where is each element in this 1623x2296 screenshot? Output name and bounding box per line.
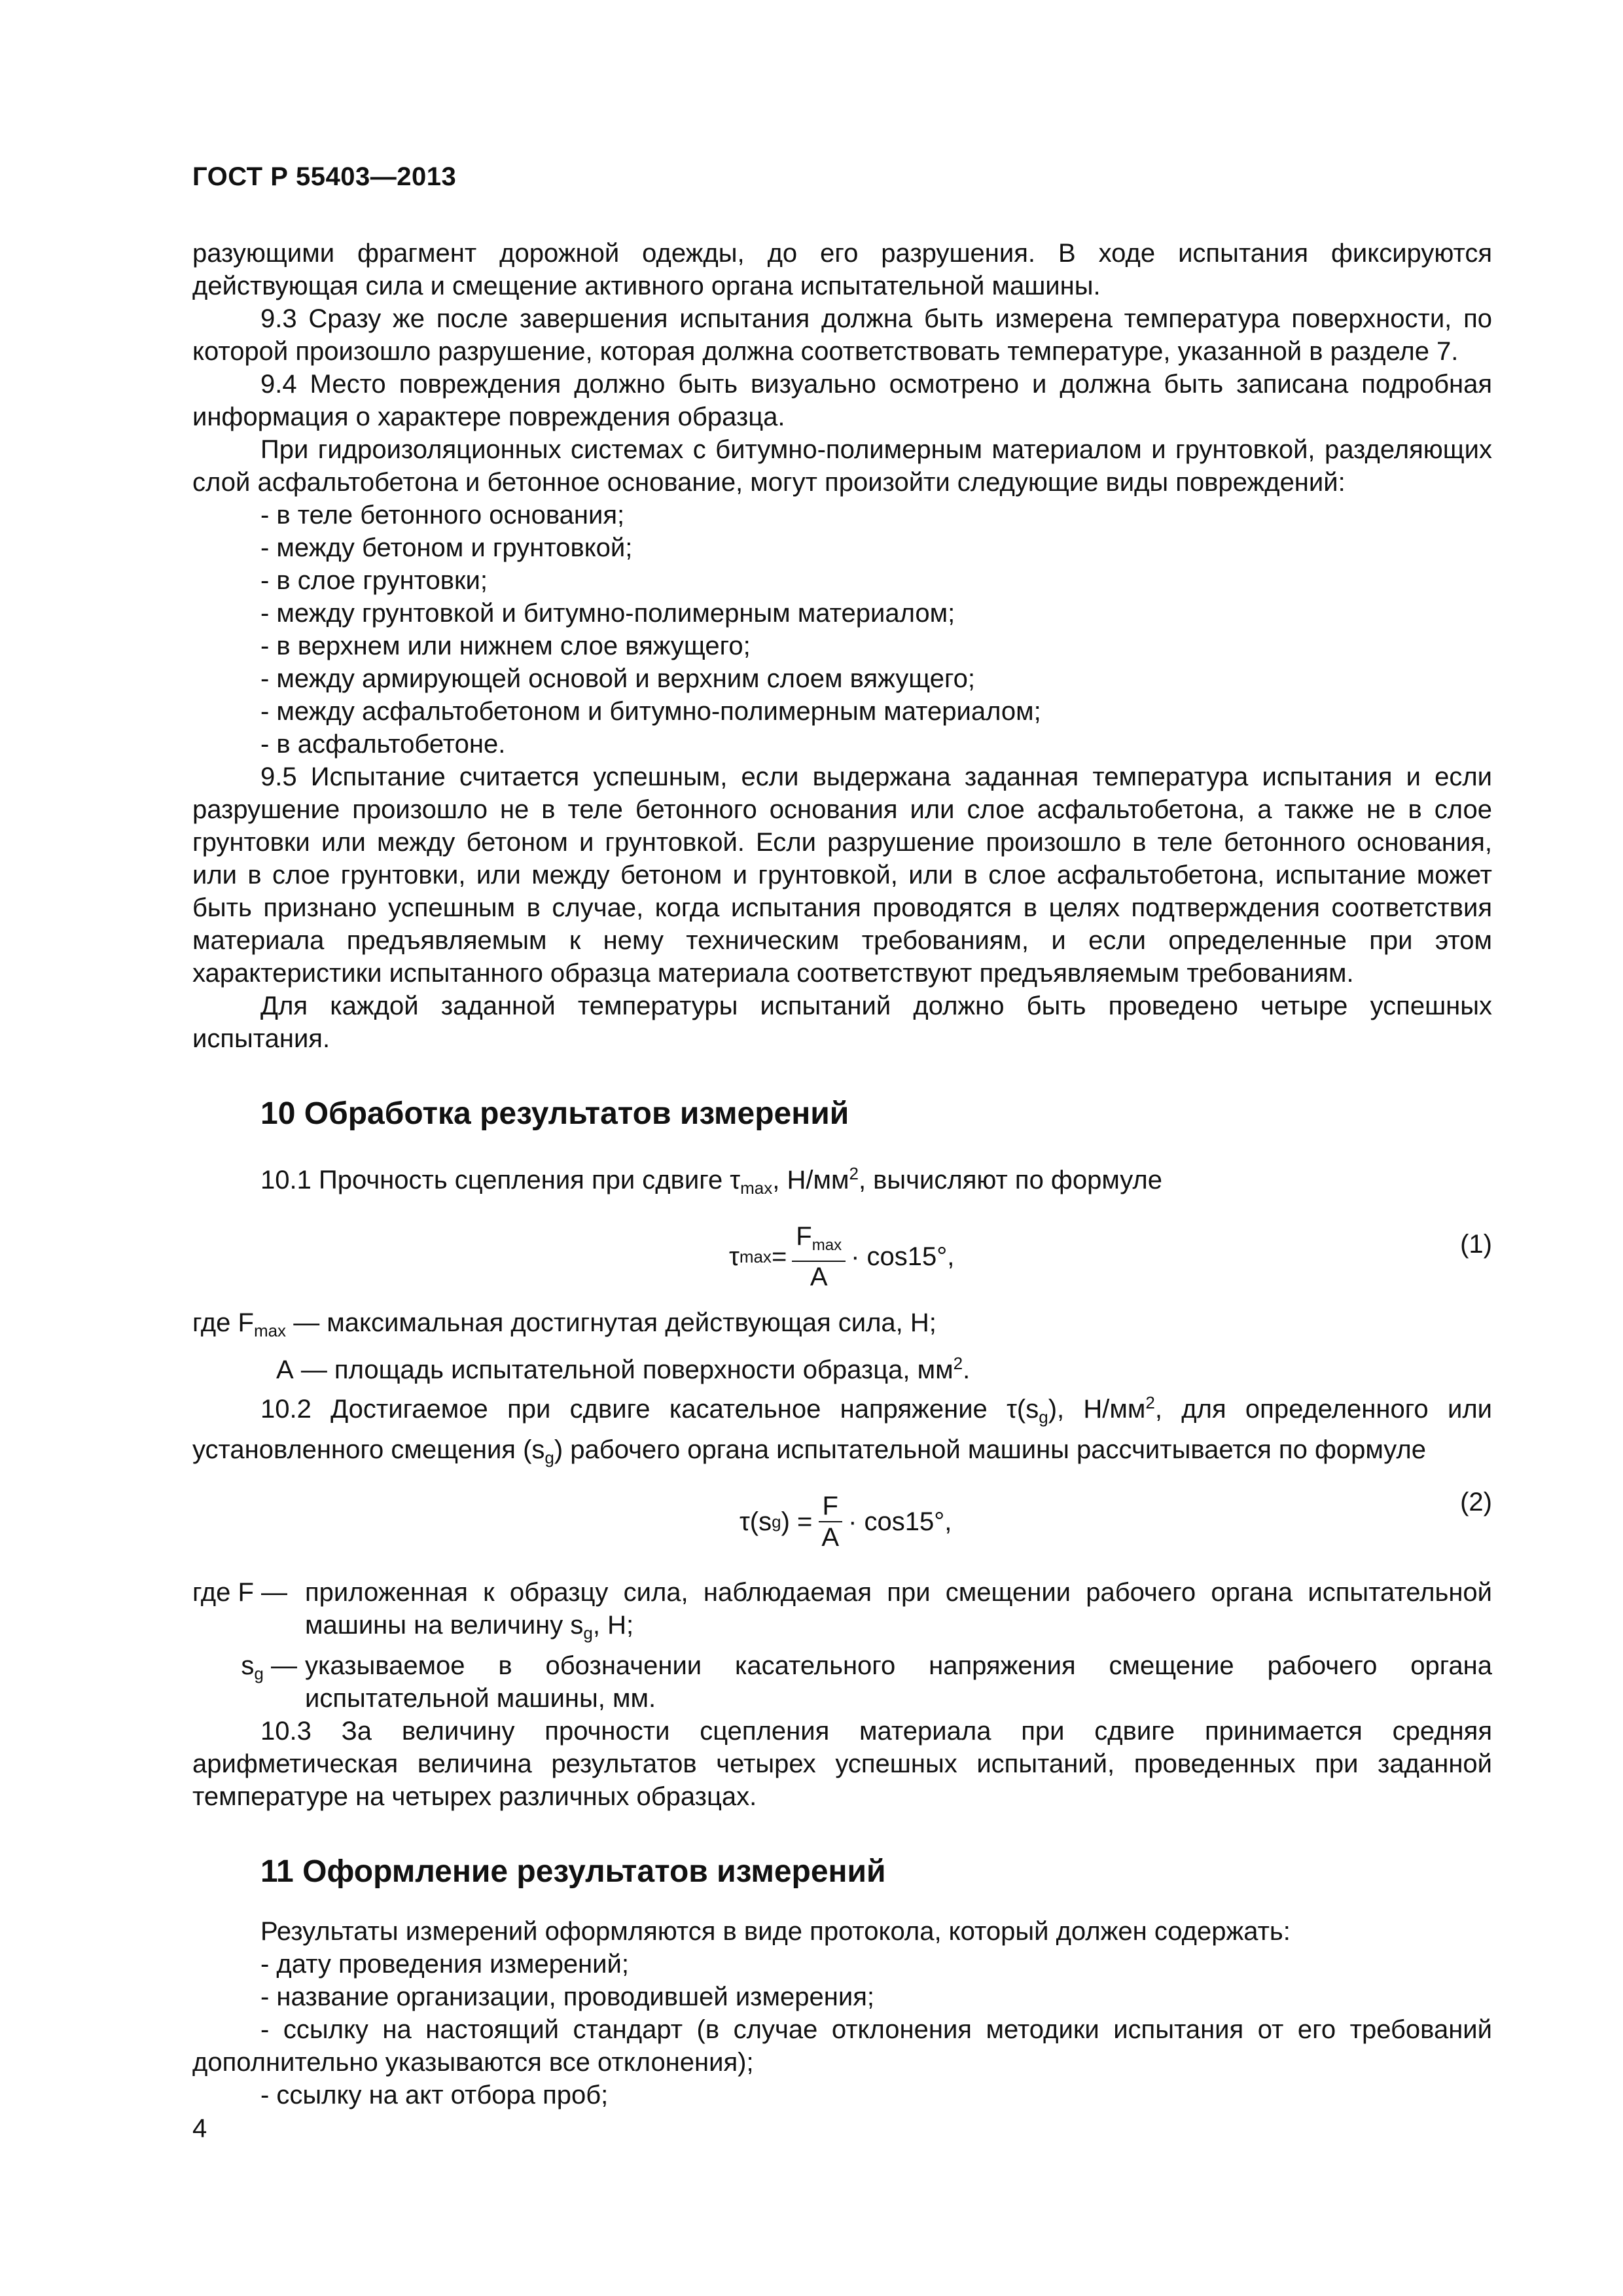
- paragraph-9-5: 9.5 Испытание считается успешным, если выдержана заданная температура испытания и если разрушение произошло не в теле бетонного основания или слое асфальтобетона, а также не в слое грунтовки или между бетоном и грунтовкой. Если разрушение произошло в теле бетонного основания, или в слое грунтовки, или между бетоном и грунтовкой, или в слое асфальтобетона, испытание может быть признано успешным в случае, когда испытания проводятся в целях подтверждения соответствия материала предъявляемым к нему техническим требованиям, и если определенные при этом характеристики испытанного образца материала соответствуют предъявляемым требованиям.: [192, 762, 1492, 988]
- formula-2: [192, 1486, 1492, 1558]
- paragraph-10-1: 10.1 Прочность сцепления при сдвиге $\tau_{max}$, $Н/мм^2$, вычисляют по формуле: [260, 1164, 1162, 1198]
- where-force: где F — приложенная к образцу сила, наблюдаемая при смещении рабочего органа испытательной машины на величину $s_g$, Н;: [192, 1578, 1492, 1643]
- damage-list: [192, 499, 1492, 761]
- paragraph-damage-intro: При гидроизоляционных системах с битумно-полимерным материалом и грунтовкой, разделяющих слой асфальтобетона и бетонное основание, могут произойти следующие виды повреждений:: [192, 435, 1492, 497]
- paragraph-10-2: 10.2 Достигаемое при сдвиге касательное напряжение $\tau(s_g)$, $Н/мм^2$, для определенного или установленного смещения $(s_g)$ рабочего органа испытательной машины рассчитывается по формуле: [192, 1393, 1493, 1467]
- list-item: - между грунтовкой и битумно-полимерным материалом;: [260, 599, 955, 628]
- formula-2-fraction: $\frac{F}{A}$: [817, 1491, 843, 1552]
- document-header: ГОСТ Р 55403—2013: [192, 162, 457, 191]
- formula-1-fraction: $\frac{F_{max}}{A}$: [792, 1221, 846, 1292]
- list-item: - дату проведения измерений;: [260, 1950, 629, 1979]
- list-item: - название организации, проводившей измерения;: [260, 1982, 874, 2011]
- where-area: А — площадь испытательной поверхности образца, $мм^2$.: [276, 1354, 971, 1384]
- formula-2-number: (2): [1460, 1488, 1492, 1516]
- where-fmax: где $F_{max}$ — максимальная достигнутая действующая сила, Н;: [192, 1308, 936, 1340]
- paragraph-9-3: 9.3 Сразу же после завершения испытания должна быть измерена температура поверхности, по которой произошло разрушение, которая должна соответствовать температуре, указанной в разделе 7.: [192, 304, 1492, 366]
- list-item: - между армирующей основой и верхним слоем вяжущего;: [260, 664, 976, 693]
- paragraph-9-4: 9.4 Место повреждения должно быть визуально осмотрено и должна быть записана подробная информация о характере повреждения образца.: [192, 370, 1492, 431]
- section-10-title: 10 Обработка результатов измерений: [260, 1096, 849, 1131]
- list-item: - в асфальтобетоне.: [260, 730, 506, 759]
- formula-1-number: (1): [1460, 1230, 1492, 1259]
- where-displacement: $s_g$ — указываемое в обозначении касательного напряжения смещение рабочего органа испытательной машины, мм.: [241, 1651, 1492, 1713]
- list-item: - между бетоном и грунтовкой;: [260, 533, 633, 562]
- paragraph-four-tests: Для каждой заданной температуры испытаний должно быть проведено четыре успешных испытания.: [192, 992, 1492, 1053]
- list-item: - в теле бетонного основания;: [260, 501, 625, 529]
- list-item: - между асфальтобетоном и битумно-полимерным материалом;: [260, 697, 1041, 726]
- paragraph-11-intro: Результаты измерений оформляются в виде протокола, который должен содержать:: [260, 1917, 1291, 1946]
- document-body: [192, 237, 1492, 2111]
- formula-2-body: τ(s g ) = $\frac{F}{A}$ · cos15°,: [740, 1492, 952, 1552]
- formula-1-body: τ max = $\frac{F_{max}}{A}$ · cos15°,: [729, 1222, 955, 1291]
- paragraph-10-3: 10.3 За величину прочности сцепления материала при сдвиге принимается средняя арифметическая величина результатов четырех успешных испытаний, проведенных при заданной температуре на четырех различных образцах.: [192, 1717, 1492, 1811]
- list-item: - ссылку на акт отбора проб;: [260, 2081, 609, 2109]
- list-item: - в верхнем или нижнем слое вяжущего;: [260, 632, 751, 660]
- list-item: - ссылку на настоящий стандарт (в случае отклонения методики испытания от его требований дополнительно указываются все отклонения);: [192, 2015, 1492, 2077]
- paragraph-continuation: разующими фрагмент дорожной одежды, до его разрушения. В ходе испытания фиксируются действующая сила и смещение активного органа испытательной машины.: [192, 239, 1492, 300]
- list-item: - в слое грунтовки;: [260, 566, 488, 595]
- section-11-title: 11 Оформление результатов измерений: [260, 1854, 886, 1889]
- formula-1: [192, 1216, 1492, 1291]
- page-number: 4: [192, 2114, 207, 2143]
